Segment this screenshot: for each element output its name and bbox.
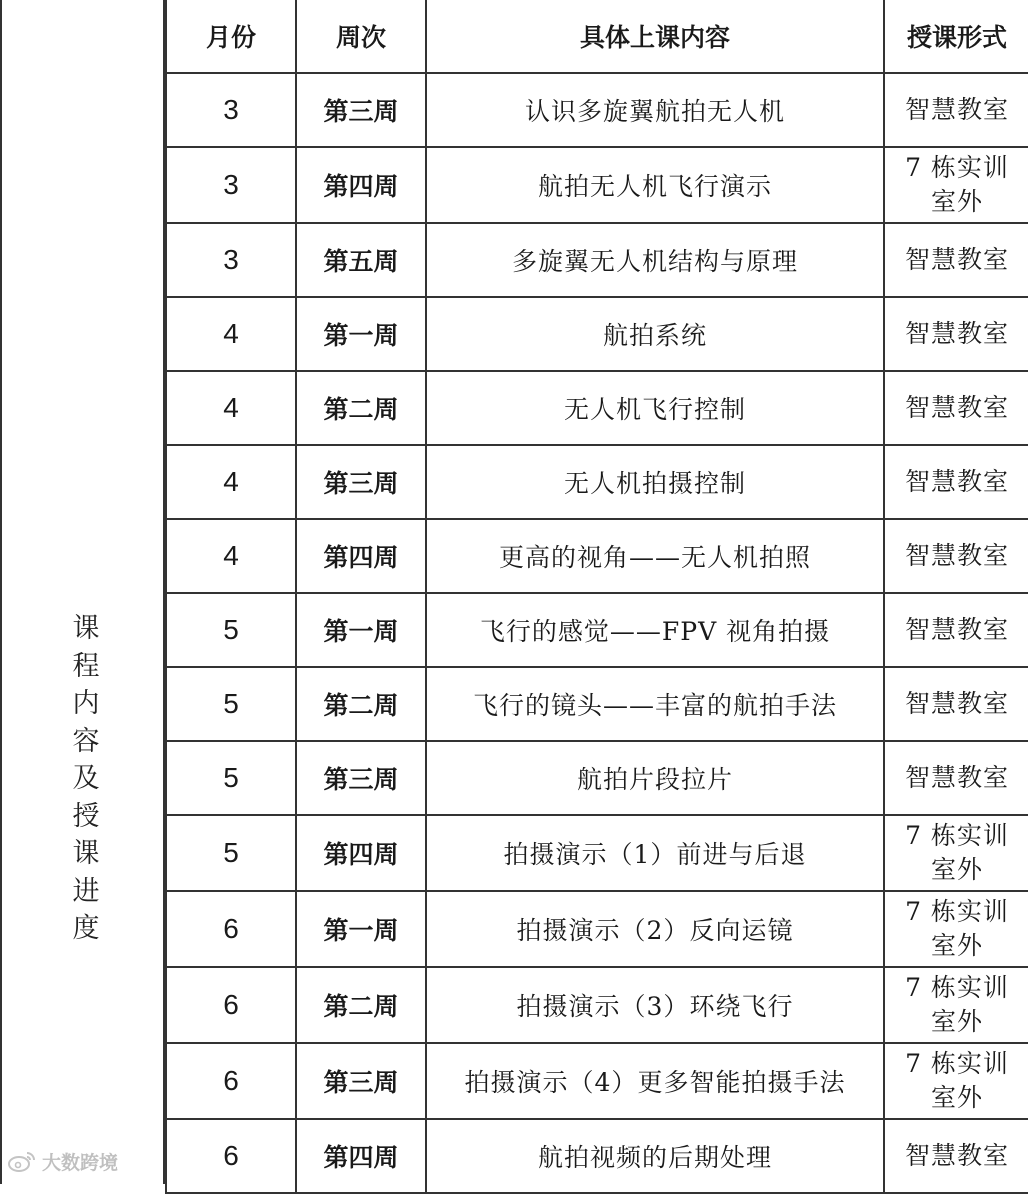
cell-content: 更高的视角——无人机拍照: [426, 519, 884, 593]
header-content: 具体上课内容: [426, 0, 884, 73]
table-row: [166, 891, 1028, 967]
cell-form: 7 栋实训室外: [884, 1043, 1028, 1119]
cell-week: 第五周: [296, 223, 426, 297]
cell-week: 第四周: [296, 815, 426, 891]
cell-content: 多旋翼无人机结构与原理: [426, 223, 884, 297]
side-label-char: 进: [72, 875, 100, 907]
cell-month: 4: [166, 519, 296, 593]
side-label: [64, 610, 108, 948]
cell-content: 航拍片段拉片: [426, 741, 884, 815]
cell-form: 智慧教室: [884, 223, 1028, 297]
cell-month: 4: [166, 371, 296, 445]
cell-month: 6: [166, 1043, 296, 1119]
cell-month: 3: [166, 223, 296, 297]
header-week: 周次: [296, 0, 426, 73]
header-month: 月份: [166, 0, 296, 73]
cell-content: 拍摄演示（1）前进与后退: [426, 815, 884, 891]
cell-month: 6: [166, 1119, 296, 1193]
cell-form: 智慧教室: [884, 371, 1028, 445]
cell-content: 认识多旋翼航拍无人机: [426, 73, 884, 147]
side-column: [0, 0, 165, 1184]
cell-form: 智慧教室: [884, 1119, 1028, 1193]
cell-week: 第二周: [296, 371, 426, 445]
cell-week: 第四周: [296, 1119, 426, 1193]
cell-form: 7 栋实训室外: [884, 967, 1028, 1043]
table-row: [166, 593, 1028, 667]
cell-content: 飞行的镜头——丰富的航拍手法: [426, 667, 884, 741]
cell-month: 5: [166, 667, 296, 741]
cell-form: 智慧教室: [884, 741, 1028, 815]
cell-week: 第三周: [296, 73, 426, 147]
cell-week: 第三周: [296, 741, 426, 815]
cell-form: 7 栋实训室外: [884, 891, 1028, 967]
cell-content: 无人机飞行控制: [426, 371, 884, 445]
side-label-char: 授: [72, 800, 100, 832]
cell-content: 拍摄演示（2）反向运镜: [426, 891, 884, 967]
cell-week: 第三周: [296, 445, 426, 519]
cell-content: 航拍视频的后期处理: [426, 1119, 884, 1193]
table-row: [166, 741, 1028, 815]
table-row: [166, 371, 1028, 445]
schedule-table: [165, 0, 1028, 1194]
cell-month: 5: [166, 815, 296, 891]
cell-month: 6: [166, 967, 296, 1043]
cell-month: 4: [166, 445, 296, 519]
table-row: [166, 445, 1028, 519]
table-row: [166, 147, 1028, 223]
cell-content: 拍摄演示（3）环绕飞行: [426, 967, 884, 1043]
table-row: [166, 815, 1028, 891]
cell-month: 4: [166, 297, 296, 371]
cell-month: 5: [166, 741, 296, 815]
side-label-char: 课: [72, 838, 100, 869]
table-row: [166, 223, 1028, 297]
cell-week: 第二周: [296, 967, 426, 1043]
cell-form: 智慧教室: [884, 445, 1028, 519]
side-label-char: 及: [72, 763, 100, 794]
cell-month: 5: [166, 593, 296, 667]
side-label-char: 内: [72, 688, 100, 719]
weibo-logo-icon: [8, 1151, 36, 1173]
cell-month: 3: [166, 147, 296, 223]
cell-week: 第一周: [296, 297, 426, 371]
table-row: [166, 519, 1028, 593]
cell-form: 智慧教室: [884, 73, 1028, 147]
cell-week: 第一周: [296, 593, 426, 667]
cell-month: 3: [166, 73, 296, 147]
cell-content: 无人机拍摄控制: [426, 445, 884, 519]
cell-week: 第三周: [296, 1043, 426, 1119]
cell-content: 飞行的感觉——FPV 视角拍摄: [426, 593, 884, 667]
watermark: [8, 1148, 118, 1175]
cell-form: 智慧教室: [884, 297, 1028, 371]
cell-form: 智慧教室: [884, 667, 1028, 741]
table-row: [166, 667, 1028, 741]
cell-week: 第二周: [296, 667, 426, 741]
cell-content: 拍摄演示（4）更多智能拍摄手法: [426, 1043, 884, 1119]
table-row: [166, 297, 1028, 371]
cell-week: 第四周: [296, 519, 426, 593]
side-label-char: 课: [72, 613, 100, 644]
cell-content: 航拍无人机飞行演示: [426, 147, 884, 223]
cell-week: 第四周: [296, 147, 426, 223]
table-row: [166, 73, 1028, 147]
table-row: [166, 1043, 1028, 1119]
table-row: [166, 1119, 1028, 1193]
cell-form: 智慧教室: [884, 593, 1028, 667]
cell-form: 7 栋实训室外: [884, 815, 1028, 891]
cell-content: 航拍系统: [426, 297, 884, 371]
header-row: [166, 0, 1028, 73]
cell-month: 6: [166, 891, 296, 967]
cell-week: 第一周: [296, 891, 426, 967]
cell-form: 7 栋实训室外: [884, 147, 1028, 223]
watermark-text: 大数跨境: [42, 1152, 119, 1174]
cell-form: 智慧教室: [884, 519, 1028, 593]
side-label-char: 程: [72, 650, 100, 682]
table-row: [166, 967, 1028, 1043]
side-label-char: 度: [72, 913, 100, 944]
header-form: 授课形式: [884, 0, 1028, 73]
side-label-char: 容: [72, 725, 100, 757]
